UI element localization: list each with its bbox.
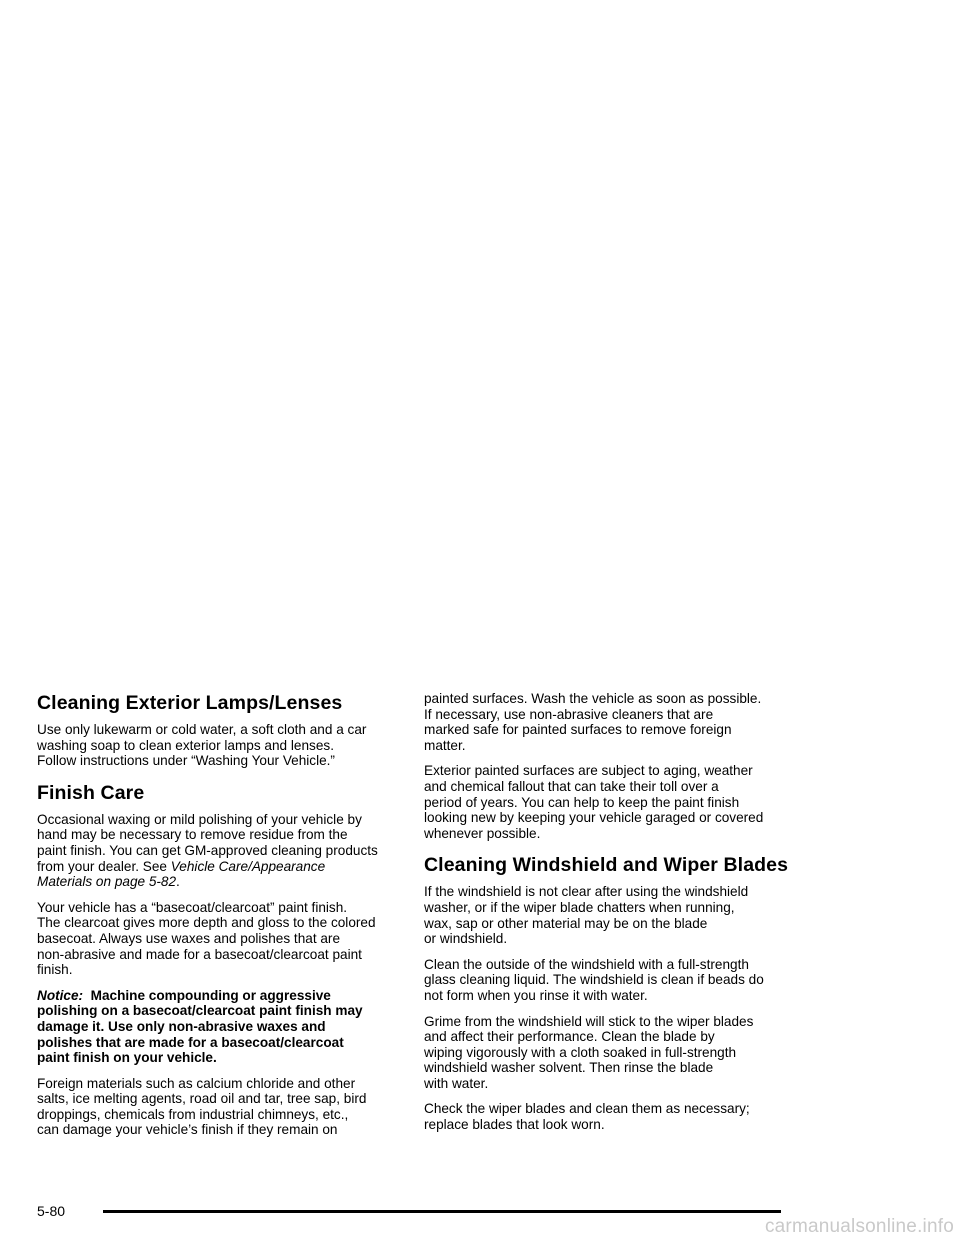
paragraph-basecoat: Your vehicle has a “basecoat/clearcoat” paint finish. The clearcoat gives more depth and gloss to the colored basecoat. Always use waxes and polishes that are non-abrasive and made for a basecoat/clearcoat paint finish. bbox=[37, 899, 376, 978]
notice-block: Notice: Machine compounding or aggressive polishing on a basecoat/clearcoat paint finish may damage it. Use only non-abrasive waxes and polishes that are made for a basecoat/clearcoat paint finish on your vehicle. bbox=[37, 987, 363, 1066]
footer-watermark: carmanualsonline.info bbox=[764, 1216, 954, 1237]
right-column bbox=[424, 691, 798, 1143]
paragraph-grime: Grime from the windshield will stick to the wiper blades and affect their performance. Clean the blade by wiping vigorously with a cloth soaked in full-strength windshield washer solvent. Then rinse the blade with water. bbox=[424, 1013, 754, 1091]
footer-rule bbox=[103, 1210, 781, 1213]
paragraph-finish-care-intro: Occasional waxing or mild polishing of your vehicle by hand may be necessary to remove residue from the paint finish. You can get GM-approved cleaning products from your dealer. See Vehicle Care/Appearance Materials on page 5-82. bbox=[37, 811, 378, 890]
notice-label: Notice: bbox=[37, 987, 84, 1003]
heading-cleaning-exterior-lamps: Cleaning Exterior Lamps/Lenses bbox=[37, 692, 343, 714]
paragraph-painted-surfaces: painted surfaces. Wash the vehicle as soon as possible. If necessary, use non-abrasive cleaners that are marked safe for painted surfaces to remove foreign matter. bbox=[424, 691, 762, 753]
paragraph-lamps: Use only lukewarm or cold water, a soft cloth and a car washing soap to clean exterior lamps and lenses. Follow instructions under “Washing Your Vehicle.” bbox=[37, 722, 367, 769]
paragraph-aging: Exterior painted surfaces are subject to aging, weather and chemical fallout that can take their toll over a period of years. You can help to keep the paint finish looking new by keeping your vehicle garaged or covered whenever possible. bbox=[424, 763, 764, 841]
paragraph-clean-outside: Clean the outside of the windshield with a full-strength glass cleaning liquid. The windshield is clean if beads do not form when you rinse it with water. bbox=[424, 956, 764, 1003]
heading-cleaning-windshield: Cleaning Windshield and Wiper Blades bbox=[424, 854, 789, 877]
left-column bbox=[37, 691, 411, 1148]
heading-finish-care: Finish Care bbox=[37, 781, 145, 804]
paragraph-windshield-not-clear: If the windshield is not clear after using the windshield washer, or if the wiper blade chatters when running, wax, sap or other material may be on the blade or windshield. bbox=[424, 884, 749, 947]
cross-reference-link[interactable]: Vehicle Care/Appearance bbox=[170, 858, 326, 874]
paragraph-check-wipers: Check the wiper blades and clean them as necessary; replace blades that look worn. bbox=[424, 1101, 750, 1133]
paragraph-foreign-materials: Foreign materials such as calcium chloride and other salts, ice melting agents, road oil and tar, tree sap, bird droppings, chemicals from industrial chimneys, etc., can damage your vehicle’s finish if they remain on bbox=[37, 1075, 367, 1138]
page-number: 5-80 bbox=[37, 1203, 66, 1219]
cross-reference-link-cont[interactable]: Materials on page 5-82 bbox=[37, 874, 177, 890]
